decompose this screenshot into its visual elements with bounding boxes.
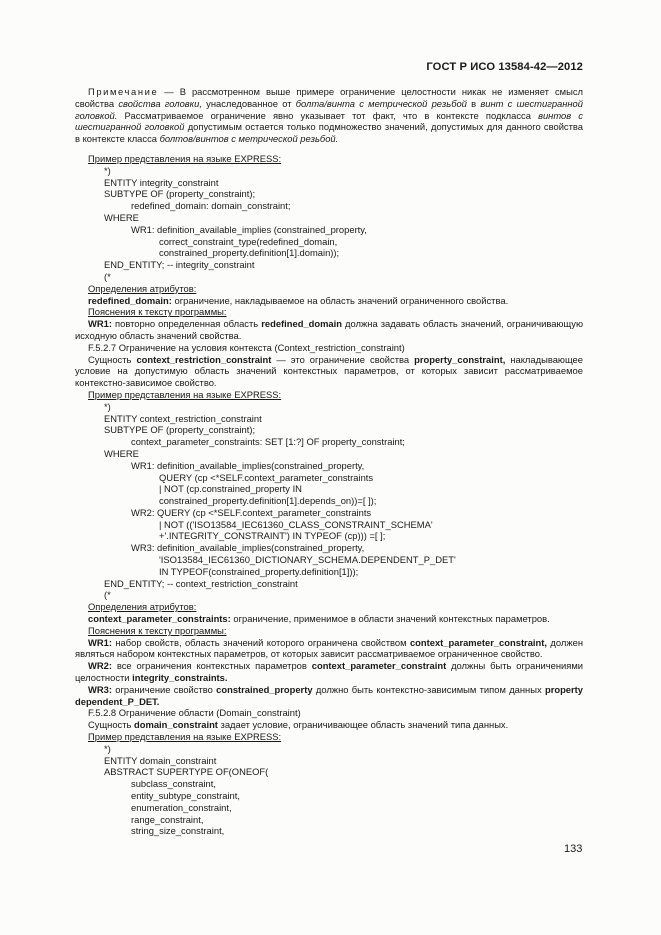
page-content [75, 86, 583, 837]
desc-bold: domain_constraint [134, 719, 218, 731]
desc-text: накладывающее условие на допустимую область значений контекстных параметров, от которых зависит рассматриваемое контекстно-зависимое свойство. [75, 353, 583, 389]
rule-text: должна задавать область значений, ограничивающую исходную область значений свойства. [75, 318, 583, 341]
code-line: WR3: definition_available_implies(constrained_property, [131, 542, 365, 554]
code-line: WR1: definition_available_implies(constrained_property, [131, 459, 365, 471]
note-label: Примечание [88, 86, 159, 97]
page-number: 133 [564, 843, 583, 855]
code-line: string_size_constraint, [131, 825, 225, 837]
program-notes-label: Пояснения к тексту программы: [88, 306, 227, 318]
rule-wr3 [75, 684, 583, 708]
code-line: END_ENTITY; -- integrity_constraint [104, 259, 255, 271]
rule-text: повторно определенная область [111, 318, 262, 330]
code-line: subclass_constraint, [131, 778, 216, 790]
code-line: *) [104, 164, 111, 176]
attr-name: context_parameter_constraints: [88, 613, 231, 625]
rule-text: должны быть ограничениями целостности [75, 660, 583, 684]
rule-wr1 [75, 318, 583, 342]
note-italic-1: свойства головки, [118, 97, 202, 109]
section-heading: F.5.2.7 Ограничение на условия контекста (Context_restriction_constraint) [88, 341, 405, 353]
code-line: context_parameter_constraints: SET [1:?] OF property_constraint; [131, 436, 405, 448]
code-line: (* [104, 589, 111, 601]
rule-name: WR3: [88, 683, 112, 695]
rule-name: WR1: [88, 636, 112, 648]
code-line: ENTITY context_restriction_constraint [104, 412, 262, 424]
code-line: SUBTYPE OF (property_constraint); [104, 424, 256, 436]
attr-text: ограничение, накладываемое на область значений ограниченного свойства. [171, 294, 509, 306]
code-line: (* [104, 270, 111, 282]
express-example-label: Пример представления на языке EXPRESS: [88, 731, 282, 743]
code-line: constrained_property.definition[1].domain)); [159, 247, 340, 259]
rule-bold: context_parameter_constraint, [409, 636, 547, 648]
rule-name: WR2: [88, 660, 112, 672]
code-line: WHERE [104, 447, 139, 459]
rule-text: ограничение свойство [111, 683, 217, 695]
desc-text: Сущность [88, 353, 137, 365]
code-line: ABSTRACT SUPERTYPE OF(ONEOF( [104, 766, 269, 778]
note-italic-2: болта/винта с метрической резьбой [295, 97, 467, 109]
desc-text: Сущность [88, 719, 135, 731]
attr-definition [75, 295, 583, 307]
standard-header: ГОСТ Р ИСО 13584-42—2012 [426, 61, 583, 73]
note-dash: — [158, 86, 180, 97]
code-line: entity_subtype_constraint, [131, 790, 240, 802]
rule-text: все ограничения контекстных параметров [111, 660, 312, 672]
note-text-5: допустимым остается только подмножество значений, допустимых для данного свойства в контексте класса [75, 121, 583, 145]
attr-name: redefined_domain: [88, 294, 172, 306]
note-text-1: В рассмотренном выше примере ограничение целостности никак не изменяет смысл свойства [75, 86, 583, 109]
code-line: *) [104, 742, 111, 754]
note-italic-5: болтов/винтов с метрической резьбой. [159, 133, 339, 145]
code-line: redefined_domain: domain_constraint; [131, 200, 291, 212]
code-line: END_ENTITY; -- context_restriction_constraint [104, 577, 298, 589]
program-notes-label: Пояснения к тексту программы: [88, 624, 227, 636]
code-line: QUERY (cp <*SELF.context_parameter_constraints [159, 471, 374, 483]
note-text-3: в [466, 97, 481, 109]
code-line: correct_constraint_type(redefined_domain, [159, 235, 338, 247]
rule-bold: property dependent_P_DET. [75, 683, 583, 707]
code-line: ENTITY domain_constraint [104, 754, 217, 766]
express-example-label: Пример представления на языке EXPRESS: [88, 388, 282, 400]
note-text-2: унаследованное от [201, 97, 296, 109]
desc-bold: context_restriction_constraint [136, 353, 272, 365]
code-line: | NOT (('ISO13584_IEC61360_CLASS_CONSTRAINT_SCHEMA' [159, 518, 433, 530]
note-text-4: Рассматриваемое ограничение явно указывает тот факт, что в контексте подкласса [117, 109, 539, 121]
desc-text: задает условие, ограничивающее область значений типа данных. [217, 719, 509, 731]
rule-wr1 [75, 637, 583, 661]
attr-text: ограничение, применимое в области значений контекстных параметров. [230, 613, 550, 625]
code-line: WR2: QUERY (cp <*SELF.context_parameter_constraints [131, 506, 372, 518]
rule-name: WR1: [88, 318, 112, 330]
code-line: WHERE [104, 211, 139, 223]
code-line: SUBTYPE OF (property_constraint); [104, 188, 256, 200]
desc-bold: property_constraint, [414, 353, 506, 365]
code-line: constrained_property.definition[1].depends_on))=[ ]); [159, 495, 377, 507]
attr-definitions-label: Определения атрибутов: [88, 601, 197, 613]
attr-definition [75, 613, 583, 625]
rule-text: набор свойств, область значений которого ограничена свойством [111, 636, 410, 648]
section-heading: F.5.2.8 Ограничение области (Domain_constraint) [88, 707, 301, 719]
desc-text: — это ограничение свойства [271, 353, 415, 365]
rule-text: должно быть контекстно-зависимым типом данных [312, 683, 545, 695]
section-description [75, 354, 583, 389]
rule-bold: constrained_property [216, 683, 313, 695]
code-line: 'ISO13584_IEC61360_DICTIONARY_SCHEMA.DEPENDENT_P_DET' [159, 554, 456, 566]
note-italic-4: винтов с шестигранной головкой [75, 109, 583, 133]
section-description [75, 719, 583, 731]
rule-bold: context_parameter_constraint [311, 660, 447, 672]
code-line: | NOT (cp.constrained_property IN [159, 483, 302, 495]
note-italic-3: винт с шестигранной головкой. [75, 97, 583, 121]
code-line: +'.INTEGRITY_CONSTRAINT') IN TYPEOF (cp))) =[ ]; [159, 530, 386, 542]
code-line: *) [104, 400, 111, 412]
express-example-label: Пример представления на языке EXPRESS: [88, 152, 282, 164]
code-line: WR1: definition_available_implies (constrained_property, [131, 223, 367, 235]
code-line: enumeration_constraint, [131, 801, 232, 813]
rule-text: должен являться набором контекстных параметров, от которых зависит рассматриваемое ограниченное свойство. [75, 636, 584, 660]
rule-bold: redefined_domain [261, 318, 342, 330]
code-line: IN TYPEOF(constrained_property.definition[1])); [159, 565, 359, 577]
note-paragraph [75, 86, 583, 145]
rule-bold: integrity_constraints. [132, 672, 228, 684]
code-line: range_constraint, [131, 813, 204, 825]
attr-definitions-label: Определения атрибутов: [88, 282, 197, 294]
rule-wr2 [75, 660, 583, 684]
code-line: ENTITY integrity_constraint [104, 176, 219, 188]
